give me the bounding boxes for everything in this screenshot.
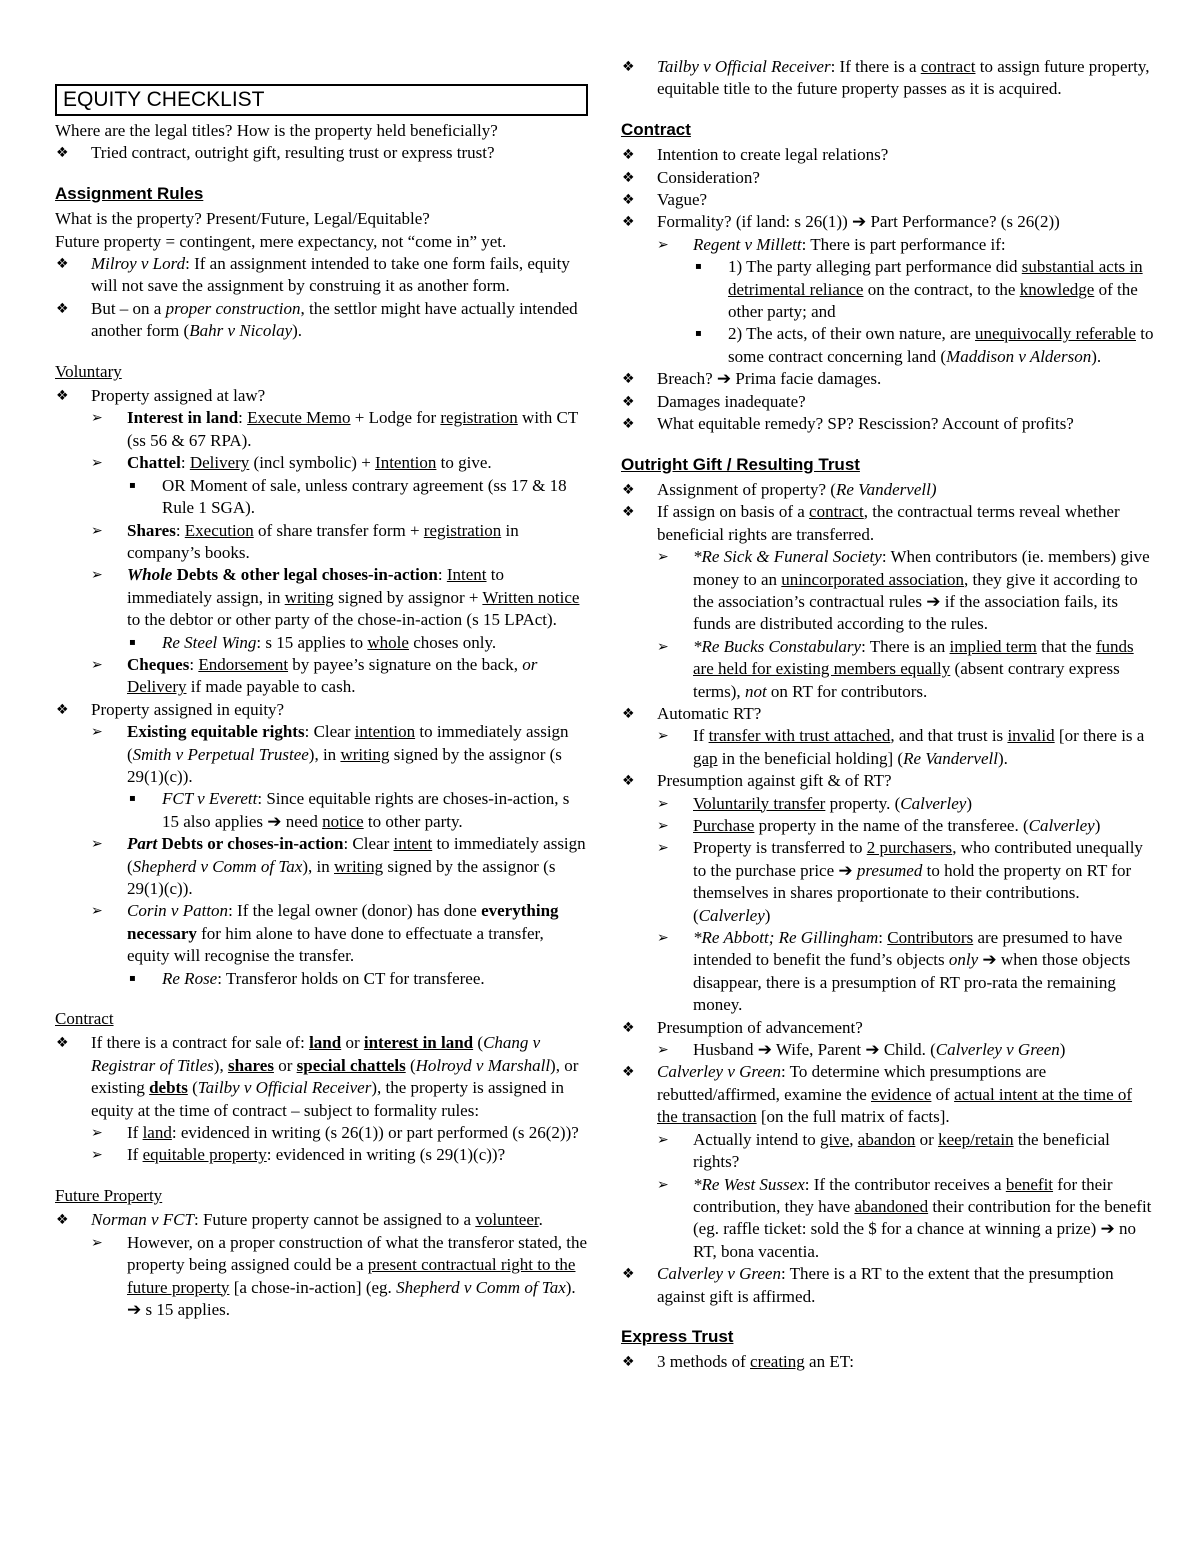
list-item: ❖ Breach? ➔ Prima facie damages. bbox=[621, 368, 1155, 390]
square-bullet-icon: ▪ bbox=[129, 479, 136, 491]
express-list bbox=[621, 1351, 1155, 1373]
arrow-bullet-icon: ➢ bbox=[91, 567, 103, 584]
diamond-bullet-icon: ❖ bbox=[622, 1064, 635, 1081]
contract-heading: Contract bbox=[621, 119, 691, 139]
intro-list bbox=[55, 142, 588, 164]
square-bullet-icon: ▪ bbox=[129, 793, 136, 805]
gift-list bbox=[621, 479, 1155, 1308]
arrow-bullet-icon: ➢ bbox=[657, 818, 669, 834]
list-item: ➢ Cheques: Endorsement by payee’s signature on the back, or Delivery if made payable to cash. bbox=[91, 654, 538, 697]
list-item: ❖ Calverley v Green: There is a RT to the extent that the presumption against gift is affirmed. bbox=[622, 1264, 1114, 1306]
list-item: ➢ Purchase property in the name of the transferee. (Calverley) bbox=[657, 815, 1155, 837]
square-bullet-icon: ▪ bbox=[129, 972, 136, 984]
diamond-bullet-icon: ❖ bbox=[622, 59, 635, 75]
list-item: ➢ Part Debts or choses-in-action: Clear intent to immediately assign (Shepherd v Comm of Tax), in writing signed by the assignor (s 29(1)(c)). bbox=[91, 834, 586, 898]
assignment-line2: Future property = contingent, mere expectancy, not “come in” yet. bbox=[55, 231, 507, 251]
list-item: ➢ Shares: Execution of share transfer form + registration in company’s books. bbox=[91, 520, 519, 562]
list-item: ❖ What equitable remedy? SP? Rescission? Account of profits? bbox=[621, 413, 1155, 435]
list-item: ❖ If assign on basis of a contract, the contractual terms reveal whether beneficial rights are transferred. ➢ *Re Sick & Funeral Society: When contributors (ie. members) give money to an unincorporated association, they give it according to the association’s contractual rules ➔ if the association fails, its funds are distributed according to the rules. ➢ *Re Bucks Constabulary: There is an implied term that the funds are held for existing members equally (absent contrary express terms), not on RT for contributors. bbox=[621, 501, 1155, 703]
diamond-bullet-icon: ❖ bbox=[622, 481, 635, 498]
assignment-rules-heading: Assignment Rules bbox=[55, 183, 204, 203]
list-item: ❖ Automatic RT? ➢ If transfer with trust attached, and that trust is invalid [or there is a gap in the beneficial holding] (Re Vandervell). bbox=[621, 703, 1155, 770]
arrow-bullet-icon: ➢ bbox=[91, 522, 103, 539]
list-item: ➢ Corin v Patton: If the legal owner (donor) has done everything necessary for him alone to have done to effectuate a transfer, equity will recognise the transfer. ▪ Re Rose: Transferor holds on CT for transferee. bbox=[91, 900, 588, 990]
list-item: ❖ 3 methods of creating an ET: bbox=[621, 1351, 1155, 1373]
diamond-bullet-icon: ❖ bbox=[56, 300, 69, 317]
list-item: ❖ But – on a proper construction, the settlor might have actually intended another form (Bahr v Nicolay). bbox=[56, 298, 578, 341]
list-item: ❖ Property assigned in equity? ➢ Existing equitable rights: Clear intention to immediately assign (Smith v Perpetual Trustee), in writing signed by the assignor (s 29(1)(c)). ▪ FCT v Everett: Since equitable rights are choses-in-action, s 15 also applies ➔ need notice to other party. ➢ Part Debts or choses-in-action: Clear intent to immediately assign (Shepherd v Comm of Tax), in writing signed by the assignor (s 29(1)(c)). ➢ Corin v Patton: If the legal owner (donor) has done everything necessary for him alone to have done to effectuate a transfer, equity will recognise the transfer. ▪ Re Rose: Transferor holds on CT for transferee. bbox=[55, 699, 588, 990]
diamond-bullet-icon: ❖ bbox=[622, 1019, 635, 1036]
diamond-bullet-icon: ❖ bbox=[622, 1354, 635, 1371]
diamond-bullet-icon: ❖ bbox=[56, 701, 69, 718]
list-item: ❖ Tailby v Official Receiver: If there is a contract to assign future property, equitable title to the future property passes as it is acquired. bbox=[622, 57, 1150, 99]
list-item: ➢ *Re Sick & Funeral Society: When contributors (ie. members) give money to an unincorporated association, they give it according to the association’s contractual rules ➔ if the association fails, its funds are distributed according to the rules. bbox=[657, 547, 1150, 634]
list-item: ➢ Actually intend to give, abandon or keep/retain the beneficial rights? bbox=[657, 1129, 1110, 1172]
list-item: ➢ Interest in land: Execute Memo + Lodge for registration with CT (ss 56 & 67 RPA). bbox=[91, 408, 578, 450]
assignment-line1: What is the property? Present/Future, Legal/Equitable? bbox=[55, 209, 430, 229]
arrow-bullet-icon: ➢ bbox=[657, 840, 669, 857]
list-item: ▪ FCT v Everett: Since equitable rights are choses-in-action, s 15 also applies ➔ need notice to other party. bbox=[129, 789, 570, 831]
list-item: ❖ If there is a contract for sale of: land or interest in land (Chang v Registrar of Titles), shares or special chattels (Holroyd v Marshall), or existing debts (Tailby v Official Receiver), the property is assigned in equity at the time of contract – subject to formality rules: ➢ If land: evidenced in writing (s 26(1)) or part performed (s 26(2))? ➢ If equitable property: evidenced in writing (s 29(1)(c))? bbox=[55, 1032, 588, 1166]
list-item: ❖ Consideration? bbox=[621, 167, 1155, 189]
arrow-bullet-icon: ➢ bbox=[657, 549, 669, 566]
list-item: ➢ Husband ➔ Wife, Parent ➔ Child. (Calverley v Green) bbox=[657, 1039, 1155, 1061]
list-item: ➢ If transfer with trust attached, and that trust is invalid [or there is a gap in the beneficial holding] (Re Vandervell). bbox=[657, 726, 1145, 768]
contract-list bbox=[55, 1032, 588, 1166]
arrow-bullet-icon: ➢ bbox=[657, 638, 669, 655]
list-item: ❖ Property assigned at law? ➢ Interest in land: Execute Memo + Lodge for registration with CT (ss 56 & 67 RPA). ➢ Chattel: Delivery (incl symbolic) + Intention to give. ▪ OR Moment of sale, unless contrary agreement (ss 17 & 18 Rule 1 SGA). ➢ Shares: Execution of share transfer form + registration in company’s books. ➢ Whole Debts & other legal choses-in-action: Intent to immediately assign, in writing signed by assignor + Written notice to the debtor or other party of the chose-in-action (s 15 LPAct). ▪ Re Steel Wing: s 15 applies to whole choses only. ➢ Cheques: Endorsement by payee’s signature on the back, or Delivery if made payable to cash. bbox=[55, 385, 588, 699]
diamond-bullet-icon: ❖ bbox=[622, 393, 635, 410]
square-bullet-icon: ▪ bbox=[695, 328, 702, 340]
intro-question: Where are the legal titles? How is the property held beneficially? bbox=[55, 121, 498, 140]
arrow-bullet-icon: ➢ bbox=[657, 1042, 669, 1059]
diamond-bullet-icon: ❖ bbox=[56, 1035, 69, 1052]
list-item: ▪ 1) The party alleging part performance did substantial acts in detrimental reliance on the contract, to the knowledge of the other party; and bbox=[695, 257, 1143, 322]
list-item: ➢ If land: evidenced in writing (s 26(1)) or part performed (s 26(2))? bbox=[91, 1122, 588, 1144]
outright-gift-heading: Outright Gift / Resulting Trust bbox=[621, 454, 860, 474]
voluntary-heading: Voluntary bbox=[55, 361, 122, 381]
tailby-list bbox=[621, 56, 1155, 101]
diamond-bullet-icon: ❖ bbox=[622, 192, 635, 209]
list-item: ❖ Damages inadequate? bbox=[621, 391, 1155, 413]
list-item: ❖ Presumption against gift & of RT? ➢ Voluntarily transfer property. (Calverley) ➢ Purchase property in the name of the transferee. (Calverley) ➢ Property is transferred to 2 purchasers, who contributed unequally to the purchase price ➔ presumed to hold the property on RT for themselves in shares proportionate to their contributions. (Calverley) ➢ *Re Abbott; Re Gillingham: Contributors are presumed to have intended to benefit the fund’s objects only ➔ when those objects disappear, there is a presumption of RT pro-rata the remaining money. bbox=[621, 770, 1155, 1016]
arrow-bullet-icon: ➢ bbox=[657, 795, 669, 812]
diamond-bullet-icon: ❖ bbox=[622, 169, 635, 186]
arrow-bullet-icon: ➢ bbox=[657, 236, 669, 253]
list-item: ❖ Vague? bbox=[621, 189, 1155, 211]
list-item: ➢ If equitable property: evidenced in writing (s 29(1)(c))? bbox=[91, 1144, 588, 1166]
list-item: ▪ OR Moment of sale, unless contrary agreement (ss 17 & 18 Rule 1 SGA). bbox=[129, 475, 567, 518]
arrow-bullet-icon: ➢ bbox=[657, 728, 669, 745]
diamond-bullet-icon: ❖ bbox=[622, 773, 635, 790]
arrow-bullet-icon: ➢ bbox=[91, 410, 103, 427]
arrow-bullet-icon: ➢ bbox=[91, 836, 103, 853]
arrow-bullet-icon: ➢ bbox=[657, 1131, 669, 1148]
arrow-bullet-icon: ➢ bbox=[91, 1147, 103, 1164]
contract-checklist bbox=[621, 144, 1155, 435]
voluntary-list bbox=[55, 385, 588, 990]
arrow-bullet-icon: ➢ bbox=[91, 903, 103, 920]
square-bullet-icon: ▪ bbox=[695, 261, 702, 273]
list-item: ▪ 2) The acts, of their own nature, are unequivocally referable to some contract concerning land (Maddison v Alderson). bbox=[695, 324, 1154, 366]
diamond-bullet-icon: ❖ bbox=[56, 388, 69, 405]
list-item: ❖ Intention to create legal relations? bbox=[621, 144, 1155, 166]
list-item: ➢ *Re West Sussex: If the contributor receives a benefit for their contribution, they have abandoned their contribution for the benefit (eg. raffle ticket: sold the $ for a chance at winning a prize) ➔ no RT, bona vacentia. bbox=[657, 1174, 1152, 1261]
assignment-list bbox=[55, 253, 588, 343]
diamond-bullet-icon: ❖ bbox=[622, 371, 635, 388]
list-item: ➢ Chattel: Delivery (incl symbolic) + Intention to give. ▪ OR Moment of sale, unless contrary agreement (ss 17 & 18 Rule 1 SGA). bbox=[91, 452, 588, 519]
list-item: ❖ Presumption of advancement? ➢ Husband ➔ Wife, Parent ➔ Child. (Calverley v Green) bbox=[621, 1017, 1155, 1062]
arrow-bullet-icon: ➢ bbox=[657, 930, 669, 947]
arrow-bullet-icon: ➢ bbox=[91, 724, 103, 741]
list-item: ❖ Calverley v Green: To determine which presumptions are rebutted/affirmed, examine the evidence of actual intent at the time of the transaction [on the full matrix of facts]. ➢ Actually intend to give, abandon or keep/retain the beneficial rights? ➢ *Re West Sussex: If the contributor receives a benefit for their contribution, they have abandoned their contribution for the benefit (eg. raffle ticket: sold the $ for a chance at winning a prize) ➔ no RT, bona vacentia. bbox=[621, 1061, 1155, 1263]
contract-subheading: Contract bbox=[55, 1009, 114, 1029]
diamond-bullet-icon: ❖ bbox=[56, 256, 69, 273]
list-item: ➢ Regent v Millett: There is part performance if: ▪ 1) The party alleging part performance did substantial acts in detrimental reliance on the contract, to the knowledge of the other party; and ▪ 2) The acts, of their own nature, are unequivocally referable to some contract concerning land (Maddison v Alderson). bbox=[657, 234, 1155, 368]
list-item: ▪ Re Rose: Transferor holds on CT for transferee. bbox=[127, 968, 588, 990]
diamond-bullet-icon: ❖ bbox=[622, 504, 635, 521]
diamond-bullet-icon: ❖ bbox=[622, 416, 635, 433]
list-item: ❖ Formality? (if land: s 26(1)) ➔ Part Performance? (s 26(2)) ➢ Regent v Millett: There is part performance if: ▪ 1) The party alleging part performance did substantial acts in detrimental reliance on the contract, to the knowledge of the other party; and ▪ 2) The acts, of their own nature, are unequivocally referable to some contract concerning land (Maddison v Alderson). bbox=[621, 211, 1155, 368]
list-item: ➢ Existing equitable rights: Clear intention to immediately assign (Smith v Perpetual Trustee), in writing signed by the assignor (s 29(1)(c)). ▪ FCT v Everett: Since equitable rights are choses-in-action, s 15 also applies ➔ need notice to other party. bbox=[91, 721, 588, 833]
diamond-bullet-icon: ❖ bbox=[56, 145, 69, 162]
arrow-bullet-icon: ➢ bbox=[91, 455, 103, 472]
arrow-bullet-icon: ➢ bbox=[91, 1125, 103, 1142]
list-item: ➢ *Re Bucks Constabulary: There is an implied term that the funds are held for existing members equally (absent contrary express terms), not on RT for contributors. bbox=[657, 636, 1134, 701]
diamond-bullet-icon: ❖ bbox=[56, 1212, 69, 1229]
list-item: ❖ Norman v FCT: Future property cannot be assigned to a volunteer. ➢ However, on a proper construction of what the transferor stated, the property being assigned could be a present contractual right to the future property [a chose-in-action] (eg. Shepherd v Comm of Tax). ➔ s 15 applies. bbox=[55, 1209, 588, 1321]
document-page bbox=[55, 56, 1155, 1536]
list-item: ❖ Milroy v Lord: If an assignment intended to take one form fails, equity will not save the assignment by construing it as another form. bbox=[56, 254, 570, 296]
arrow-bullet-icon: ➢ bbox=[657, 1176, 669, 1193]
list-item: ➢ *Re Abbott; Re Gillingham: Contributors are presumed to have intended to benefit the fund’s objects only ➔ when those objects disappear, there is a presumption of RT pro-rata the remaining money. bbox=[657, 928, 1131, 1015]
page-title: EQUITY CHECKLIST bbox=[55, 84, 588, 116]
diamond-bullet-icon: ❖ bbox=[622, 1266, 635, 1283]
future-list bbox=[55, 1209, 588, 1321]
list-item: ▪ Re Steel Wing: s 15 applies to whole choses only. bbox=[127, 632, 588, 654]
list-item: ➢ Property is transferred to 2 purchasers, who contributed unequally to the purchase price ➔ presumed to hold the property on RT for themselves in shares proportionate to their contributions. (Calverley) bbox=[657, 838, 1143, 925]
square-bullet-icon: ▪ bbox=[129, 636, 136, 648]
list-item: ❖ Tried contract, outright gift, resulting trust or express trust? bbox=[55, 142, 588, 164]
arrow-bullet-icon: ➢ bbox=[91, 1234, 103, 1251]
left-column bbox=[55, 56, 588, 1321]
future-property-heading: Future Property bbox=[55, 1185, 163, 1205]
diamond-bullet-icon: ❖ bbox=[622, 147, 635, 164]
right-column bbox=[621, 56, 1155, 1374]
diamond-bullet-icon: ❖ bbox=[622, 705, 635, 722]
arrow-bullet-icon: ➢ bbox=[91, 656, 103, 673]
list-item: ➢ Whole Debts & other legal choses-in-action: Intent to immediately assign, in writing signed by assignor + Written notice to the debtor or other party of the chose-in-action (s 15 LPAct). ▪ Re Steel Wing: s 15 applies to whole choses only. bbox=[91, 564, 588, 654]
diamond-bullet-icon: ❖ bbox=[622, 214, 635, 231]
list-item: ❖ Assignment of property? (Re Vandervell) bbox=[621, 479, 1155, 501]
express-trust-heading: Express Trust bbox=[621, 1326, 734, 1346]
list-item: ➢ Voluntarily transfer property. (Calverley) bbox=[657, 793, 1155, 815]
list-item: ➢ However, on a proper construction of what the transferor stated, the property being assigned could be a present contractual right to the future property [a chose-in-action] (eg. Shepherd v Comm of Tax). ➔ s 15 applies. bbox=[91, 1232, 588, 1319]
